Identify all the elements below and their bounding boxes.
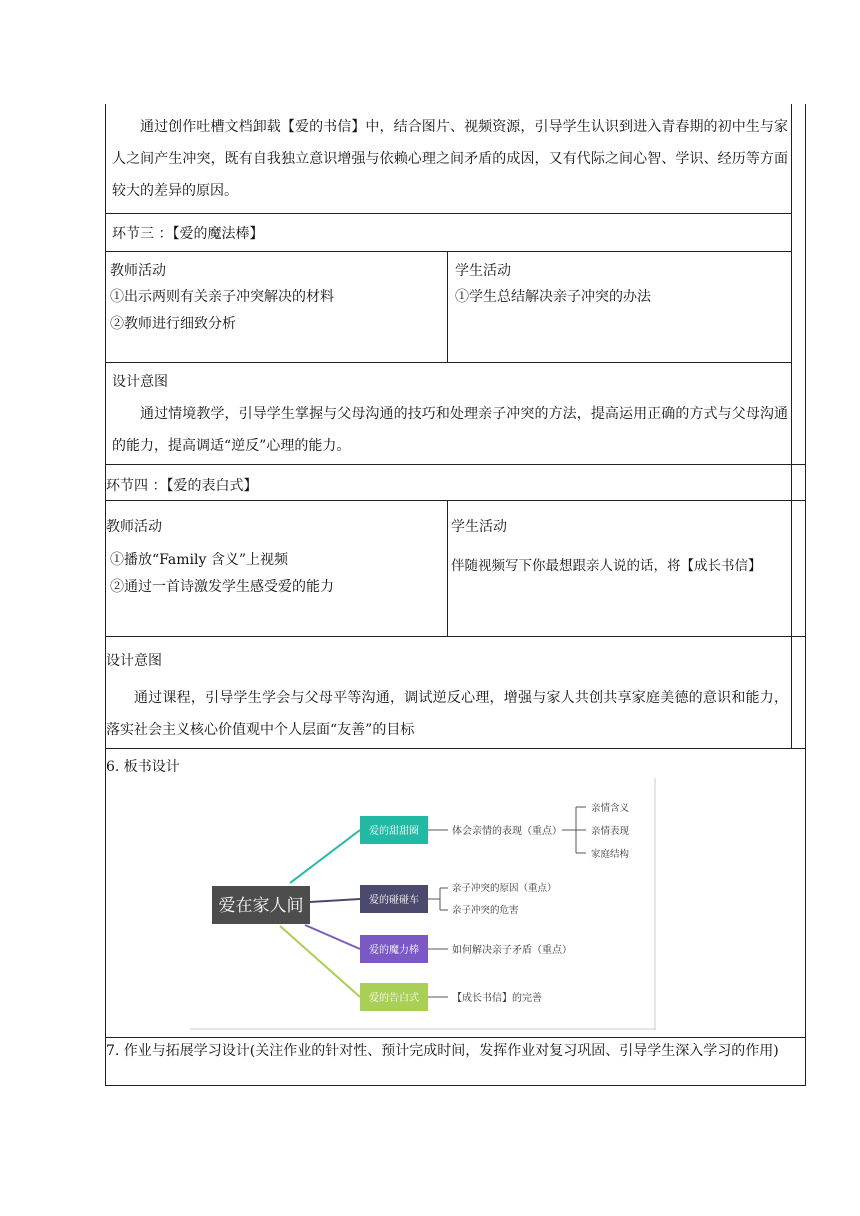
row-line: [105, 251, 792, 252]
row-line: [105, 500, 806, 501]
connector-line: [310, 899, 360, 902]
connector-line: [280, 926, 360, 997]
section4-teacher-heading: 教师活动: [106, 519, 162, 535]
mindmap-branch-node: [360, 885, 428, 913]
row-line: [105, 213, 792, 214]
mindmap-branch-node: [360, 983, 428, 1011]
section4-design-text: 通过课程，引导学生学会与父母平等沟通，调试逆反心理，增强与家人共创共享家庭美德的意识和能力，落实社会主义核心价值观中个人层面“友善”的目标: [106, 690, 788, 738]
table-inner-right-border: [791, 104, 792, 748]
col-divider: [447, 500, 448, 636]
section4-student-item: 伴随视频写下你最想跟亲人说的话，将【成长书信】: [451, 558, 762, 574]
section3-design-heading: 设计意图: [112, 374, 168, 390]
board-title: 6. 板书设计: [106, 759, 180, 775]
branch-child: 亲子冲突的危害: [452, 905, 519, 916]
section4-teacher-item: ②通过一首诗激发学生感受爱的能力: [110, 579, 334, 595]
section4-title: 环节四 ：【爱的表白式】: [106, 478, 258, 494]
section3-teacher-heading: 教师活动: [110, 263, 166, 279]
mindmap-center-node: [212, 886, 310, 924]
connector-line: [305, 925, 360, 949]
col-divider: [447, 251, 448, 362]
row-line: [105, 362, 792, 363]
section3-student-heading: 学生活动: [455, 263, 511, 279]
intro-paragraph: 通过创作吐槽文档卸载【爱的书信】中，结合图片、视频资源，引导学生认识到进入青春期的初中生与家人之间产生冲突，既有自我独立意识增强与依赖心理之间矛盾的成因，又有代际之间心智、学识、经历等方面较大的差异的原因。: [112, 119, 788, 199]
mindmap-branch-node: [360, 935, 428, 963]
section4-design-heading: 设计意图: [106, 653, 162, 669]
row-line: [105, 748, 806, 749]
table-right-border: [805, 104, 806, 1086]
mindmap-center-label: 爱在家人间: [218, 896, 304, 916]
board-mindmap: [190, 778, 656, 1030]
connector-line: [290, 830, 360, 883]
branch-detail: 如何解决亲子矛盾（重点）: [452, 945, 572, 956]
table-bottom-border: [105, 1085, 806, 1086]
branch-detail: 体会亲情的表现（重点）: [452, 826, 562, 837]
section3-teacher-item: ①出示两则有关亲子冲突解决的材料: [110, 289, 334, 305]
branch-label: 爱的甜甜圈: [369, 826, 419, 837]
homework-title: 7. 作业与拓展学习设计(关注作业的针对性、预计完成时间，发挥作业对复习巩固、引导学生深入学习的作用): [106, 1043, 779, 1059]
section3-design-text: 通过情境教学，引导学生掌握与父母沟通的技巧和处理亲子冲突的方法，提高运用正确的方式与父母沟通的能力，提高调适“逆反”心理的能力。: [112, 406, 788, 454]
row-line: [105, 1037, 806, 1038]
row-line: [105, 636, 806, 637]
branch-label: 爱的魔力棒: [369, 945, 419, 956]
section3-teacher-item: ②教师进行细致分析: [110, 316, 236, 332]
branch-child: 家庭结构: [591, 849, 630, 860]
branch-child: 亲子冲突的原因（重点）: [452, 883, 557, 894]
section4-student-heading: 学生活动: [451, 519, 507, 535]
section4-teacher-item: ①播放“Family 含义”上视频: [110, 552, 289, 568]
branch-label: 爱的告白式: [369, 993, 419, 1004]
section3-title: 环节三 ：【爱的魔法棒】: [112, 226, 264, 242]
branch-detail: 【成长书信】的完善: [452, 993, 542, 1004]
section3-student-item: ①学生总结解决亲子冲突的办法: [455, 289, 651, 305]
row-line: [105, 464, 806, 465]
mindmap-branch-node: [360, 816, 428, 844]
branch-child: 亲情含义: [591, 803, 630, 814]
branch-child: 亲情表现: [591, 826, 630, 837]
branch-label: 爱的碰碰车: [369, 895, 419, 906]
